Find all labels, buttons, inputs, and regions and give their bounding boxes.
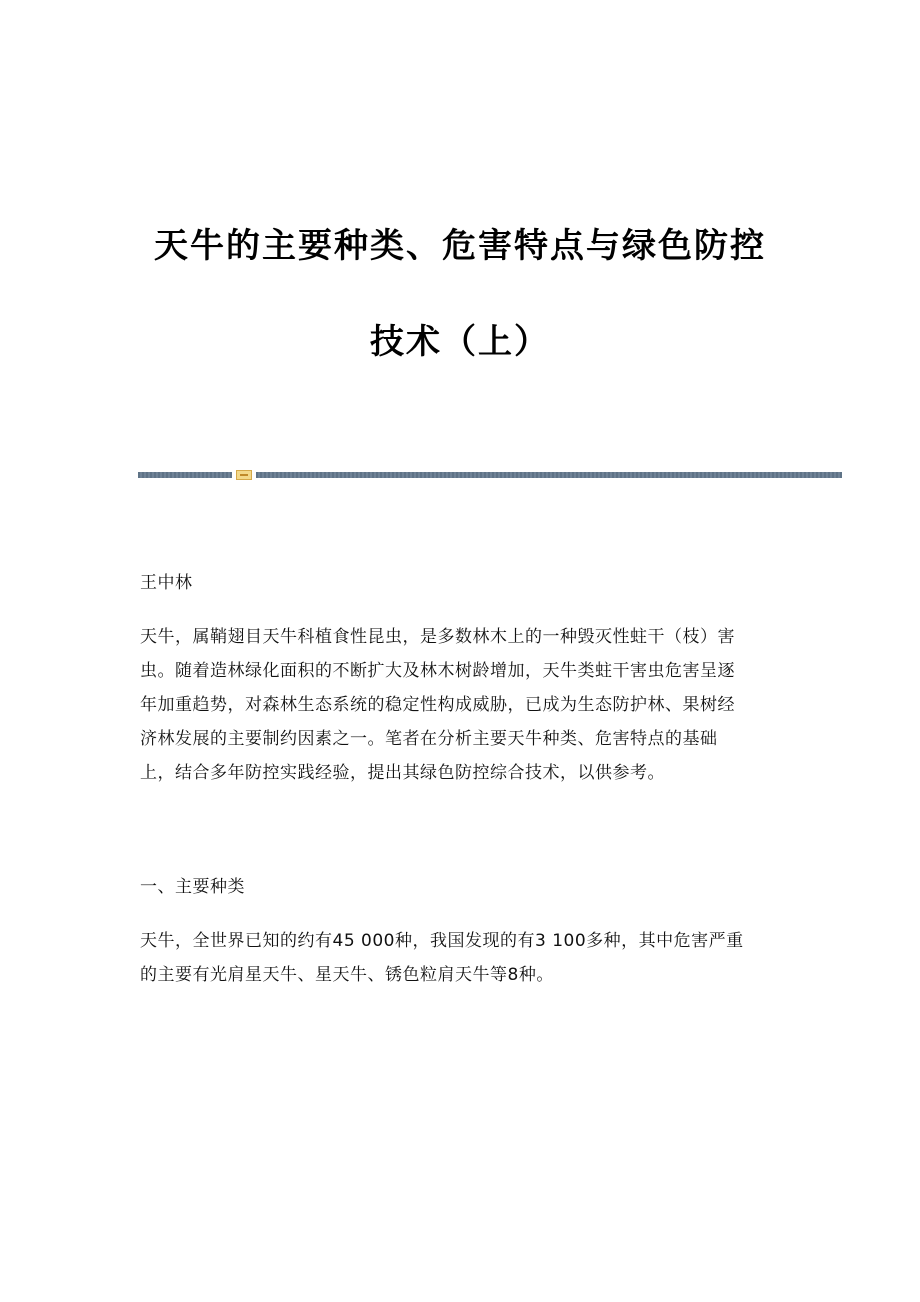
species-paragraph — [140, 924, 780, 992]
paragraph-line: 年加重趋势，对森林生态系统的稳定性构成威胁，已成为生态防护林、果树经 — [140, 695, 735, 715]
title-divider — [138, 470, 842, 480]
paragraph-line: 的主要有光肩星天牛、星天牛、锈色粒肩天牛等8种。 — [140, 965, 554, 985]
paragraph-line: 上，结合多年防控实践经验，提出其绿色防控综合技术，以供参考。 — [140, 763, 665, 783]
document-title-line-2: 技术（上） — [370, 322, 550, 362]
paragraph-line: 虫。随着造林绿化面积的不断扩大及林木树龄增加，天牛类蛀干害虫危害呈逐 — [140, 661, 735, 681]
section-heading: 一、主要种类 — [140, 877, 245, 897]
paragraph-line: 天牛，全世界已知的约有45 000种，我国发现的有3 100多种，其中危害严重 — [140, 931, 744, 951]
paragraph-line: 天牛，属鞘翅目天牛科植食性昆虫，是多数林木上的一种毁灭性蛀干（枝）害 — [140, 627, 735, 647]
divider-bar-left — [138, 472, 232, 478]
intro-paragraph — [140, 620, 780, 790]
divider-bar-right — [256, 472, 842, 478]
paragraph-line: 济林发展的主要制约因素之一。笔者在分析主要天牛种类、危害特点的基础 — [140, 729, 718, 749]
divider-ornament-icon — [236, 470, 252, 480]
author-name: 王中林 — [140, 573, 193, 593]
document-title-line-1: 天牛的主要种类、危害特点与绿色防控 — [154, 226, 766, 266]
